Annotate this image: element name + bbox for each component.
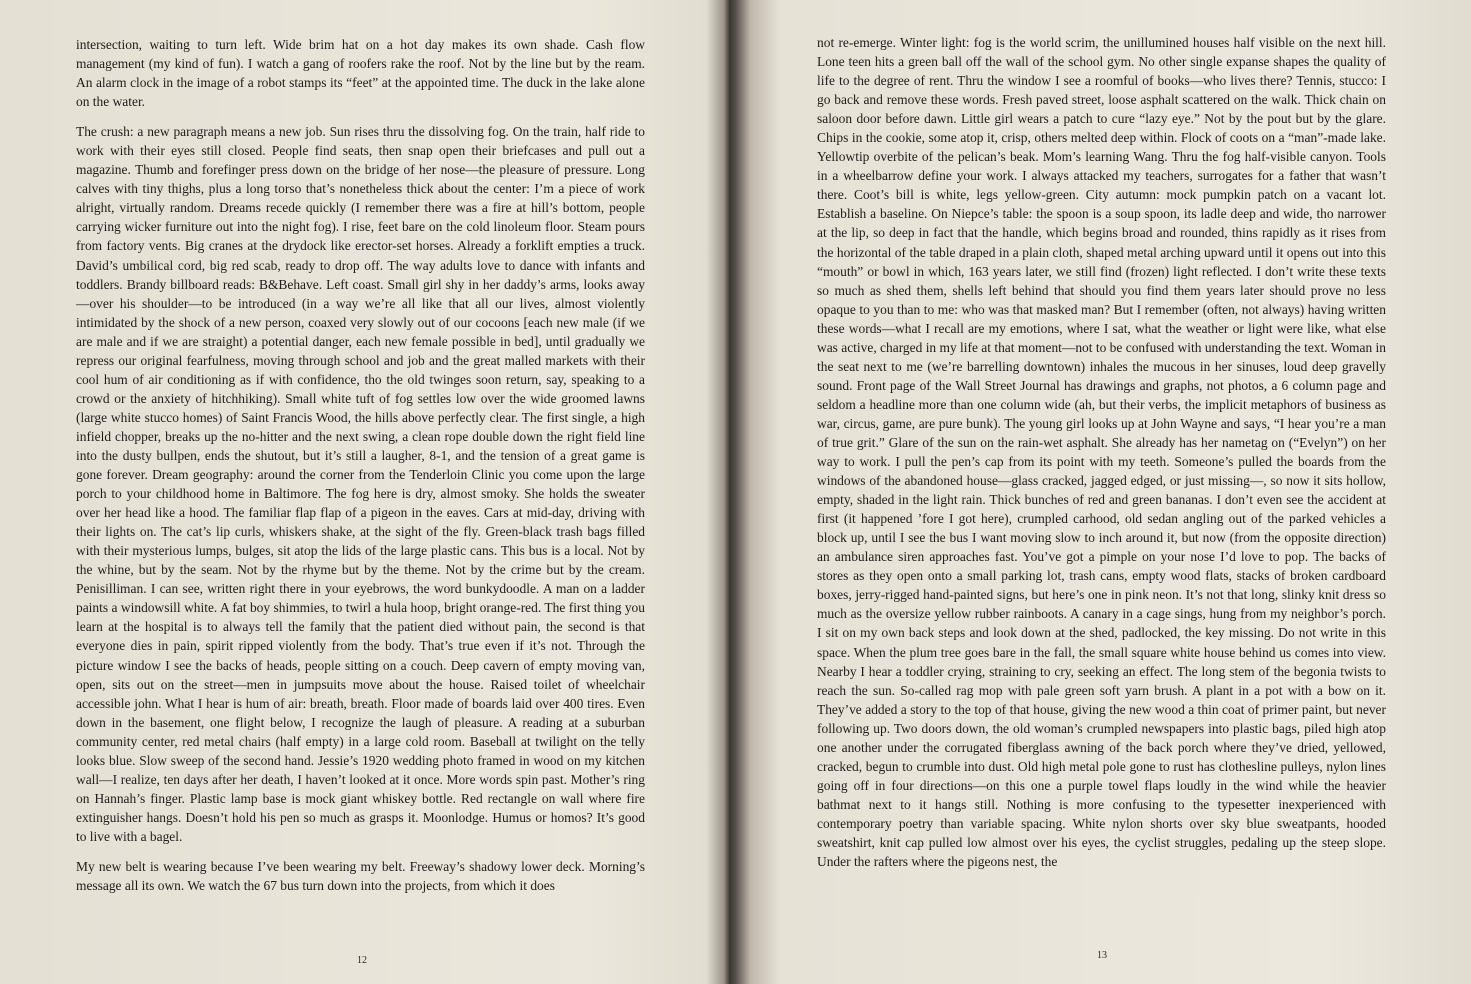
left-paragraph-3: My new belt is wearing because I’ve been wearing my belt. Freeway’s shadowy lower deck. Morning’s message all its own. We watch the 67 bus turn down into the projects, from which it does: [76, 858, 645, 894]
left-page: [0, 0, 720, 984]
right-page-text: [817, 33, 1386, 871]
left-paragraph-2: The crush: a new paragraph means a new job. Sun rises thru the dissolving fog. On the train, half ride to work with their eyes still closed. People find seats, then snap open their briefcases and pull out a magazine. Thumb and forefinger press down on the bridge of her nose—the pleasure of pressure. Long calves with tiny thighs, plus a long torso that’s nonetheless thick about the center: I’m a piece of work alright, virtually random. Dreams recede quickly (I remember there was a fire at hill’s bottom, people carrying wicker furniture out into the night fog). I rise, feet bare on the cold linoleum floor. Steam pours from factory vents. Big cranes at the drydock like erector-set horses. Already a forklift empties a truck. David’s umbilical cord, big red scab, ready to drop off. The way adults love to dance with infants and toddlers. Brandy billboard reads: B&Behave. Left coast. Small girl shy in her daddy’s arms, looks away—over his shoulder—to be introduced (in a way we’re all like that all our lives, almost violently intimidated by the shock of a new person, coaxed very slowly out of our cocoons [each new male (if we are male and if we are straight) a potential danger, each new female possible in bed], until gradually we repress our original fearfulness, moving through school and job and the great malled markets with their cool hum of air conditioning as if with confidence, tho the old twinges soon return, say, speaking to a crowd or the anxiety of hitchhiking). Small white tuft of fog settles low over the wide groomed lawns (large white stucco homes) of Saint Francis Wood, the hills above perfectly clear. The first single, a high infield chopper, breaks up the no-hitter and the next swing, a clean rope double down the right field line into the dusty bullpen, ends the shutout, but it’s still a laugher, 8-1, and the tension of a great game is gone forever. Dream geography: around the corner from the Tenderloin Clinic you come upon the large porch to your childhood home in Baltimore. The fog here is dry, almost smoky. She holds the sweater over her head like a hood. The familiar flap flap of a pigeon in the eaves. Cars at mid-day, driving with their lights on. The cat’s lip curls, whiskers shake, at the sight of the fly. Green-black trash bags filled with their mysterious lumps, bulges, sit atop the lids of the large plastic cans. This bus is a local. Not by the whine, but by the seam. Not by the rhyme but by the theme. Not by the crime but by the cream. Penisilliman. I can see, written right there in your eyebrows, the word bunkydoodle. A man on a ladder paints a windowsill white. A fat boy shimmies, to twirl a hula hoop, bright orange-red. The first thing you learn at the hospital is to always tell the family that the patient died without pain, the second is that everyone dies in pain, spirit ripped violently from the body. That’s true even if it’s not. Through the picture window I see the backs of heads, people sitting on a couch. Deep cavern of empty moving van, open, sits out on the street—men in jumpsuits move about the house. Raised toilet of wheelchair accessible john. What I hear is hum of air: breath, breath. Floor made of boards laid over 400 tires. Even down in the basement, one flight below, I recognize the laugh of pleasure. A reading at a suburban community center, red metal chairs (half empty) in a large cold room. Baseball at twilight on the telly looks blue. Slow sweep of the second hand. Jessie’s 1920 wedding photo framed in wood on my kitchen wall—I realize, ten days after her death, I haven’t looked at it once. More words spin past. Mother’s ring on Hannah’s finger. Plastic lamp base is mock giant whiskey bottle. Red rectangle on wall where fire extinguisher hangs. Doesn’t hold his pen so much as grasps it. Moonlodge. Humus or homos? It’s good to live with a bagel.: [76, 124, 645, 844]
left-page-text: [76, 35, 645, 895]
page-number-right: 13: [1097, 950, 1107, 961]
page-number-left: 12: [357, 955, 367, 966]
right-page: [735, 0, 1471, 984]
right-paragraph-1: not re-emerge. Winter light: fog is the world scrim, the unillumined houses half visible on the next hill. Lone teen hits a green ball off the wall of the school gym. No other single expanse shapes the quality of life to the degree of rent. Thru the window I see a roomful of books—who lives there? Tennis, stucco: I go back and remove these words. Fresh paved street, loose asphalt scattered on the walk. Thick chain on saloon door before dawn. Little girl wears a patch to cure “lazy eye.” Not by the pout but by the glare. Chips in the cookie, some atop it, crisp, others melted deep within. Flock of coots on a “man”-made lake. Yellowtip overbite of the pelican’s beak. Mom’s learning Wang. Thru the fog half-visible canyon. Tools in a wheelbarrow define your work. I always attacked my teachers, surrogates for a father that wasn’t there. Coot’s bill is white, legs yellow-green. City autumn: mock pumpkin patch on a vacant lot. Establish a baseline. On Niepce’s table: the spoon is a soup spoon, its ladle deep and wide, tho narrower at the lip, so deep in fact that the handle, which begins broad and rounded, thins rapidly as it rises from the horizontal of the table draped in a plain cloth, shaped metal arching upward until it opens out into this “mouth” or bowl in which, 163 years later, we still find (frozen) light reflected. I don’t write these texts so much as shed them, shells left behind that should you find them years later should prove no less opaque to you than to me: who was that masked man? But I remember (often, not always) having written these words—what I recall are my emotions, where I sat, what the weather or light were like, what else was active, charged in my life at that moment—not to be confused with understanding the text. Woman in the seat next to me (we’re barrelling downtown) inhales the mucous in her sinuses, loud deep gravelly sound. Front page of the Wall Street Journal has drawings and graphs, not photos, a 6 column page and seldom a headline more than one column wide (ah, but their verbs, the implicit metaphors of business as war, circus, game, are pure bunk). The young girl looks up at John Wayne and says, “I hear you’re a man of true grit.” Glare of the sun on the rain-wet asphalt. She already has her nametag on (“Evelyn”) on her way to work. I pull the pen’s cap from its point with my teeth. Someone’s pulled the boards from the windows of the abandoned house—glass cracked, jagged edged, or just missing—, so now it sits hollow, empty, shaded in the light rain. Thick bunches of red and green bananas. I don’t even see the accident at first (it happened ’fore I got here), crumpled carhood, old sedan angling out of the parked vehicles a block up, until I see the bus I want moving slow to inch around it, but now (from the opposite direction) an ambulance siren approaches fast. You’ve got a pimple on your nose I’d love to pop. The backs of stores as they open onto a small parking lot, trash cans, empty wood flats, stacks of broken cardboard boxes, jerry-rigged hand-painted signs, but here’s one in pink neon. It’s not that long, slinky knit dress so much as the oversize yellow rubber rainboots. A canary in a cage sings, hung from my neighbor’s porch. I sit on my own back steps and look down at the shed, padlocked, the key missing. Do not write in this space. When the plum tree goes bare in the fall, the small square white house behind us comes into view. Nearby I hear a toddler crying, straining to cry, seeking an effect. The long stem of the begonia twists to reach the sun. So-called rag mop with pale green soft yarn brush. A plant in a pot with a bow on it. They’ve added a story to the top of that house, giving the new wood a thin coat of primer paint, but never following up. Two doors down, the old woman’s crumpled newspapers into plastic bags, piled high atop one another under the corrugated fiberglass awning of the back porch where they’ve dried, yellowed, cracked, begun to crumble into dust. Old high metal pole gone to rust has clothesline pulleys, nylon lines going off in four directions—on this one a purple towel flaps loudly in the wind while the heavier bathmat next to it hangs still. Nothing is more confusing to the typesetter inexperienced with contemporary poetry than variable spacing. White nylon shorts over sky blue sweatpants, hooded sweatshirt, knit cap pulled low almost over his eyes, the cyclist struggles, pedaling up the steep slope. Under the rafters where the pigeons nest, the: [817, 35, 1387, 870]
left-paragraph-1: intersection, waiting to turn left. Wide brim hat on a hot day makes its own shade. Cash flow management (my kind of fun). I watch a gang of roofers rake the roof. Not by the line but by the ream. An alarm clock in the image of a robot stamps its “feet” at the appointed time. The duck in the lake alone on the water.: [76, 37, 645, 110]
